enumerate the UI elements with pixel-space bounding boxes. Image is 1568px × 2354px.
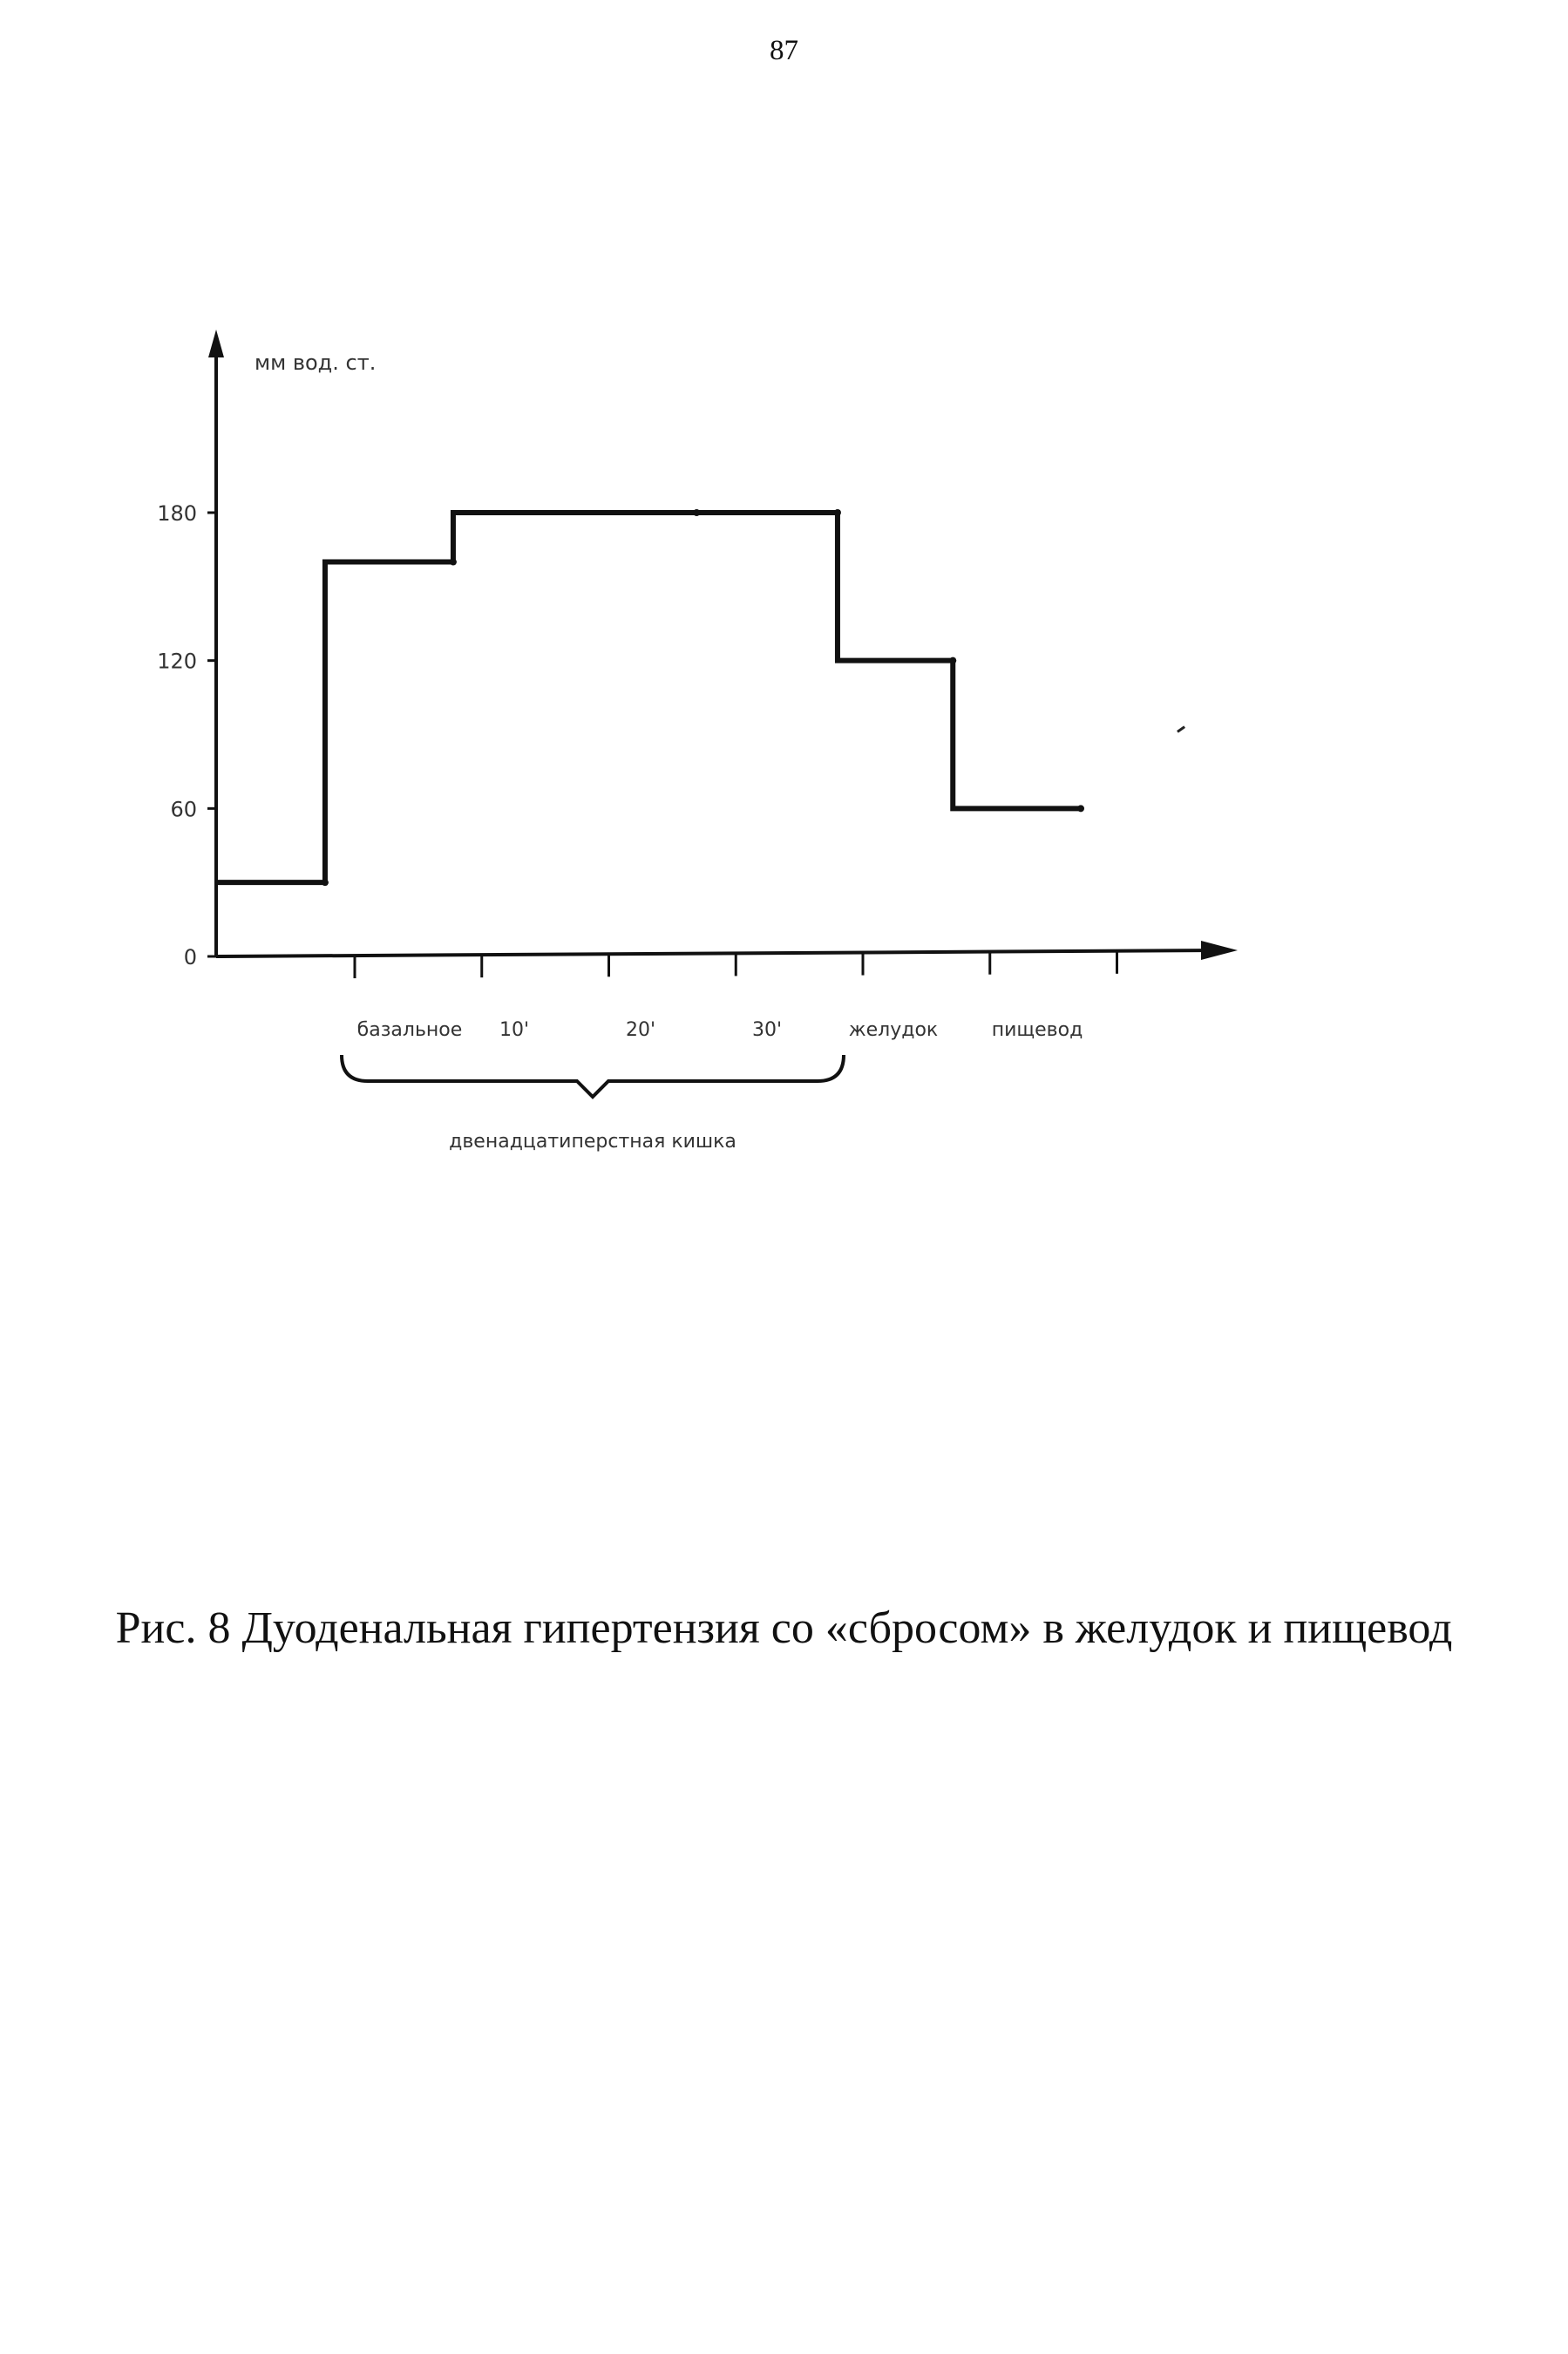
y-tick-label: 0	[183, 945, 197, 969]
x-category-label: 10'	[499, 1019, 530, 1041]
figure-caption: Рис. 8 Дуоденальная гипертензия со «сбросом» в желудок и пищевод	[115, 1603, 1453, 1653]
y-tick-label: 120	[157, 649, 197, 674]
group-label: двенадцатиперстная кишка	[449, 1131, 736, 1153]
x-category-label: 30'	[751, 1019, 783, 1041]
x-category-label: пищевод	[991, 1019, 1083, 1041]
series	[216, 509, 1084, 886]
series-line	[216, 513, 1081, 882]
data-point	[322, 879, 329, 886]
x-axis-arrow	[1201, 941, 1238, 960]
x-category-label: базальное	[356, 1019, 463, 1041]
y-ticks	[157, 501, 216, 969]
y-axis-label: мм вод. ст.	[255, 350, 377, 375]
x-ticks	[355, 951, 1117, 1041]
y-axis-arrow	[208, 330, 224, 357]
data-point	[450, 559, 457, 566]
group-brace	[342, 1055, 844, 1097]
data-point	[693, 509, 700, 516]
group-brace-path	[342, 1055, 844, 1097]
data-point	[834, 509, 841, 516]
x-category-label: желудок	[848, 1019, 939, 1041]
page-number: 87	[770, 35, 798, 66]
data-point	[1077, 805, 1084, 812]
y-tick-label: 180	[157, 501, 197, 526]
y-tick-label: 60	[170, 797, 197, 822]
chart-axes	[208, 330, 1238, 960]
x-category-label: 20'	[625, 1019, 656, 1041]
data-point	[949, 657, 956, 664]
x-axis	[216, 950, 1220, 956]
